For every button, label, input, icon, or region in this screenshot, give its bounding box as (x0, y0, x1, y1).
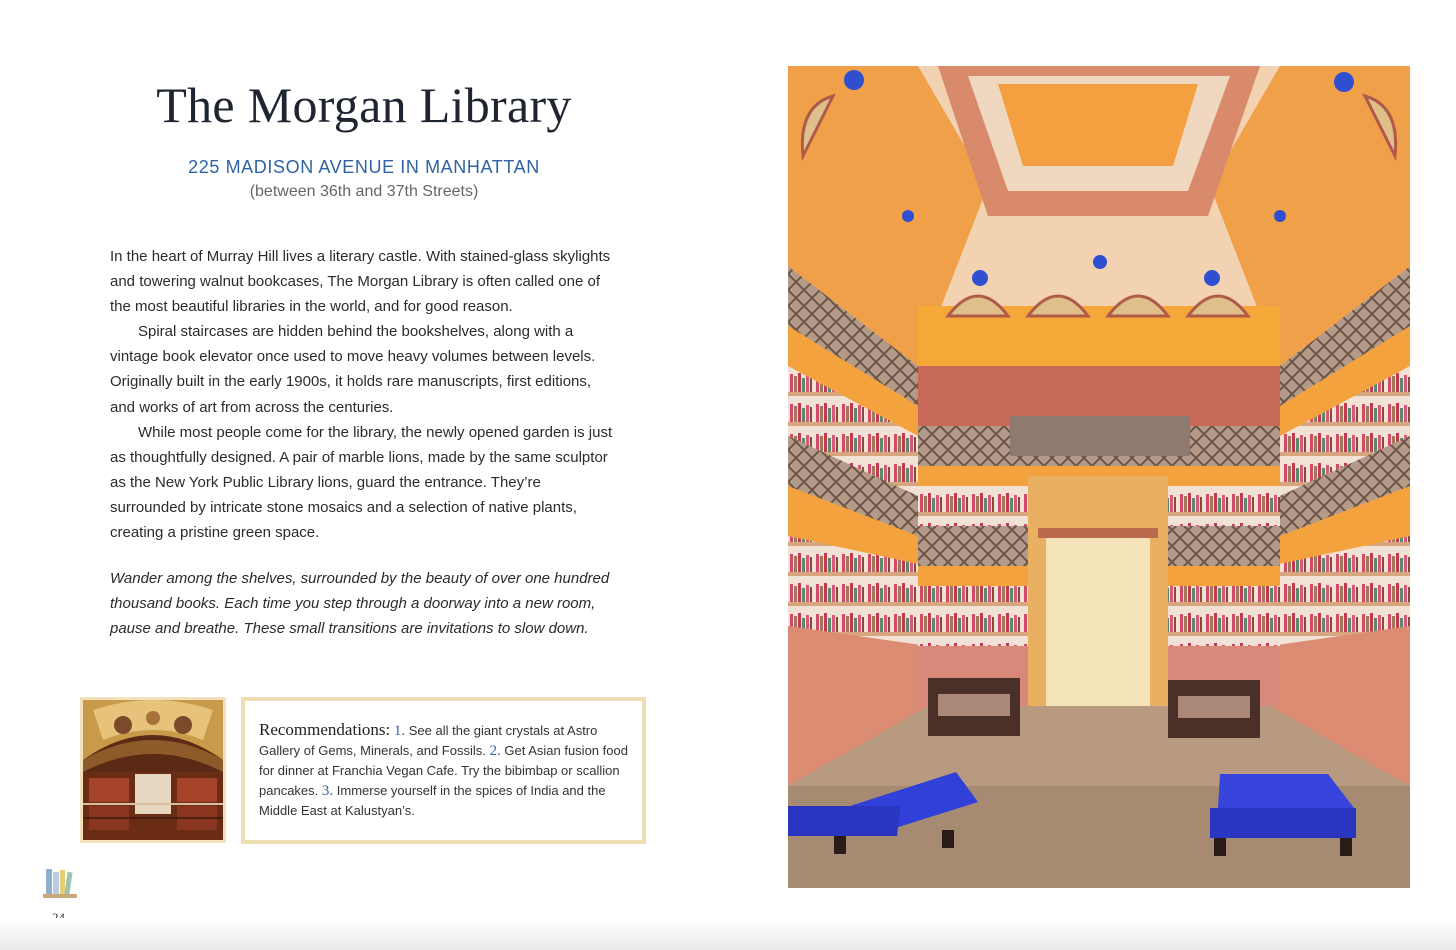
recommendation-2-number: 2. (489, 743, 501, 759)
page-title: The Morgan Library (156, 77, 572, 133)
recommendation-1-number: 1. (393, 723, 406, 739)
recommendation-3-text: Immerse yourself in the spices of India and the Middle East at Kalustyan’s. (259, 783, 606, 818)
paragraph-3: While most people come for the library, the newly opened garden is just as thoughtfully designed. A pair of marble lions, made by the same sculptor as the New York Public Library lions, guard the entrance. They’re surrounded by intricate stone mosaics and a selection of native plants, creating a pristine green space. (110, 423, 613, 542)
recommendation-1-text: See all the giant crystals at Astro Gallery of Gems, Minerals, and Fossils. (259, 723, 598, 758)
recommendations-heading: Recommendations: (259, 720, 391, 739)
body-text (110, 244, 620, 545)
library-photo (80, 697, 226, 843)
paragraph-1: In the heart of Murray Hill lives a literary castle. With stained-glass skylights and towering walnut bookcases, The Morgan Library is often called one of the most beautiful libraries in the world, and for good reason. (110, 248, 611, 316)
recommendation-3-number: 3. (321, 783, 334, 799)
address: 225 MADISON AVENUE IN MANHATTAN (188, 157, 540, 177)
recommendation-2-text: Get Asian fusion food for dinner at Franchia Vegan Cafe. Try the bibimbap or scallion pancakes. (259, 743, 628, 798)
page-edge-shadow (0, 918, 1456, 950)
cross-streets: (between 36th and 37th Streets) (249, 183, 479, 200)
italic-paragraph: Wander among the shelves, surrounded by the beauty of over one hundred thousand books. Each time you step through a doorway into a new room, pause and breathe. These small transitions are invitations to slow down. (110, 570, 610, 638)
library-illustration (788, 66, 1410, 888)
books-icon (43, 866, 77, 898)
paragraph-2: Spiral staircases are hidden behind the bookshelves, along with a vintage book elevator once used to move heavy volumes between levels. Originally built in the early 1900s, it holds rare manuscripts, first editions, and works of art from across the centuries. (110, 323, 596, 416)
recommendations-box (241, 697, 646, 844)
